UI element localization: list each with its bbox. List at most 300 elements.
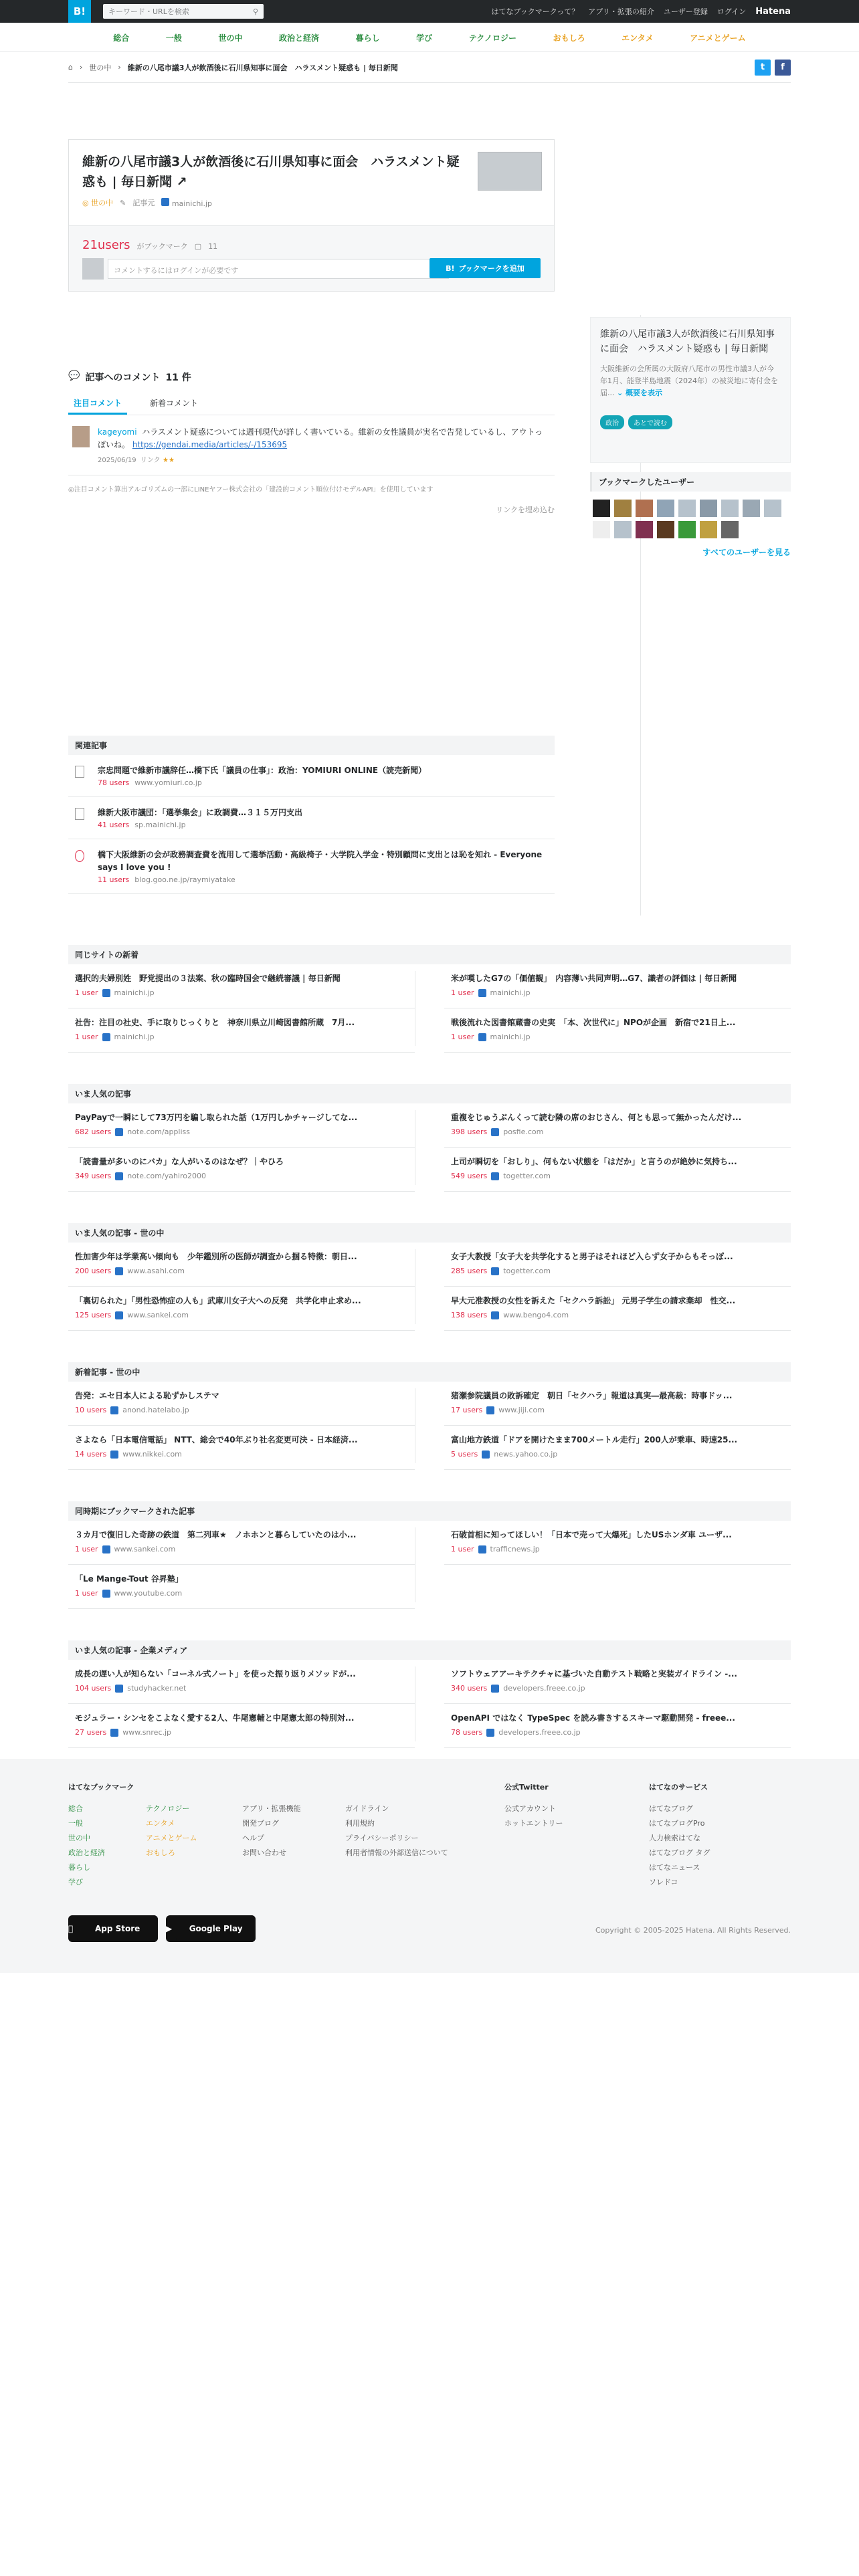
footer-link[interactable]: 公式アカウント <box>504 1804 556 1813</box>
users-count <box>82 238 217 252</box>
footer-link[interactable]: 人力検索はてな <box>649 1834 700 1842</box>
user-avatar[interactable] <box>657 500 674 517</box>
article-item[interactable] <box>444 1243 791 1287</box>
share-buttons <box>755 60 791 76</box>
footer-link[interactable]: テクノロジー <box>146 1804 190 1813</box>
tag-list <box>600 415 781 429</box>
nav-knowledge[interactable]: 学び <box>416 33 433 43</box>
favicon-icon <box>115 1311 123 1319</box>
entry-bookmark-area <box>69 225 554 291</box>
user-avatar[interactable] <box>614 521 632 538</box>
article-title[interactable]: 成長の遅い人が知らない「コーネル式ノート」を使った振り返りメソッドが... <box>75 1669 356 1679</box>
section-heading: 同じサイトの新着 <box>68 945 791 964</box>
article-meta <box>451 1267 784 1275</box>
article-item[interactable] <box>444 964 791 1008</box>
article-title[interactable]: 選択的夫婦別姓 野党提出の３法案、秋の臨時国会で継続審議 | 毎日新聞 <box>75 974 341 983</box>
entry-title[interactable] <box>82 152 470 192</box>
nav-fun[interactable]: おもしろ <box>553 33 585 43</box>
article-site[interactable]: mainichi.jp <box>114 1033 155 1041</box>
article-users[interactable]: 1 user <box>451 1545 474 1553</box>
comment-username[interactable]: kageyomi <box>98 427 137 437</box>
article-section <box>68 1362 791 1470</box>
favicon-icon <box>478 1545 486 1553</box>
apps-link[interactable]: アプリ・拡張の紹介 <box>588 7 654 16</box>
user-avatar[interactable] <box>657 521 674 538</box>
footer-link[interactable]: はてなブログ <box>649 1804 693 1813</box>
article-users[interactable]: 1 user <box>75 988 98 997</box>
category-nav <box>0 23 859 52</box>
footer-link[interactable]: 世の中 <box>68 1834 90 1842</box>
article-item[interactable] <box>444 1148 791 1192</box>
article-item[interactable] <box>444 1103 791 1148</box>
comment-item <box>68 415 555 475</box>
article-item[interactable] <box>68 1426 415 1470</box>
bookmark-users <box>590 472 791 558</box>
comment-input[interactable]: コメントするにはログインが必要です <box>108 259 449 279</box>
article-site[interactable]: developers.freee.co.jp <box>498 1728 581 1737</box>
article-section <box>68 1501 791 1609</box>
article-meta <box>75 1033 408 1041</box>
footer-link[interactable]: エンタメ <box>146 1819 175 1828</box>
comment-tabs <box>68 393 555 415</box>
article-item[interactable] <box>68 1382 415 1426</box>
user-avatar[interactable] <box>678 500 696 517</box>
favicon-icon <box>486 1729 494 1737</box>
article-users[interactable]: 1 user <box>75 1033 98 1041</box>
favicon-icon <box>115 1172 123 1180</box>
document-icon <box>75 766 84 778</box>
google-play-badge[interactable]: ▶ Google Play <box>166 1915 256 1942</box>
footer-link[interactable]: ガイドライン <box>345 1804 389 1813</box>
related-users: 41 users <box>98 821 130 829</box>
section-heading: いま人気の記事 - 世の中 <box>68 1223 791 1243</box>
top-links <box>491 6 791 17</box>
breadcrumb-separator: › <box>118 63 121 72</box>
related-item[interactable] <box>68 797 555 839</box>
article-site[interactable]: www.nikkei.com <box>122 1450 182 1459</box>
related-site: blog.goo.ne.jp/raymiyatake <box>134 875 235 884</box>
app-store-badges <box>68 1915 256 1942</box>
favicon-icon <box>491 1685 499 1693</box>
hatena-logo[interactable]: Hatena <box>755 6 791 17</box>
entry-category[interactable]: ◎ 世の中 <box>82 199 114 207</box>
footer-link[interactable]: 学び <box>68 1878 83 1887</box>
user-avatar[interactable] <box>614 500 632 517</box>
facebook-share-icon[interactable]: f <box>775 60 791 76</box>
article-item[interactable] <box>68 1008 415 1053</box>
article-users[interactable]: 1 user <box>75 1545 98 1553</box>
article-meta <box>75 1545 408 1553</box>
avatar <box>82 258 104 280</box>
embed-link[interactable]: リンクを埋め込む <box>496 506 555 514</box>
article-item[interactable] <box>68 1103 415 1148</box>
article-title[interactable]: 性加害少年は学業高い傾向も 少年鑑別所の医師が調査から掴る特徴：朝日... <box>75 1252 357 1261</box>
article-meta <box>75 1406 408 1414</box>
favicon-icon <box>102 989 110 997</box>
search-placeholder: キーワード・URLを検索 <box>108 7 189 16</box>
article-site[interactable]: trafficnews.jp <box>490 1545 540 1553</box>
nav-general[interactable]: 総合 <box>113 33 130 43</box>
footer-heading: はてなのサービス <box>649 1783 708 1792</box>
article-site[interactable]: mainichi.jp <box>490 1033 531 1041</box>
article-meta <box>75 1589 408 1598</box>
related-title[interactable]: 橋下大阪維新の会が政務調査費を流用して選挙活動・高級椅子・大学院入学金・特別顧問に支出とは恥を知れ - Everyone says I love you ! <box>98 850 543 872</box>
tag-icon: ✎ <box>120 198 126 207</box>
section-heading: 同時期にブックマークされた記事 <box>68 1501 791 1521</box>
article-title[interactable]: 重複をじゅうぶんくって読む隣の席のおじさん、何とも思って無かったんだけ... <box>451 1113 742 1122</box>
article-meta <box>451 1545 784 1553</box>
article-title[interactable]: 「Le Mange-Tout 谷昇塾」 <box>75 1574 183 1584</box>
tab-new-comments[interactable]: 新着コメント <box>150 399 199 408</box>
footer-link[interactable]: 暮らし <box>68 1863 90 1872</box>
speech-bubble-icon: 💬 <box>68 370 80 381</box>
article-title[interactable]: PayPayで一瞬にして73万円を騙し取られた話（1万円しかチャージしてな... <box>75 1113 358 1122</box>
login-link[interactable]: ログイン <box>717 7 747 16</box>
nav-game[interactable]: アニメとゲーム <box>690 33 746 43</box>
footer-link[interactable]: ヘルプ <box>242 1834 264 1842</box>
footer-link[interactable]: 一般 <box>68 1819 83 1828</box>
nav-it[interactable]: テクノロジー <box>468 33 517 43</box>
avatar[interactable] <box>72 426 90 447</box>
article-meta <box>75 1128 408 1136</box>
article-title[interactable]: 女子大教授「女子大を共学化すると男子はそれほど入らず女子からもそっぽ... <box>451 1252 733 1261</box>
favicon-icon <box>110 1406 118 1414</box>
article-users[interactable]: 549 users <box>451 1172 488 1180</box>
tab-popular-comments[interactable]: 注目コメント <box>68 393 127 415</box>
home-icon[interactable]: ⌂ <box>68 63 73 72</box>
article-users[interactable]: 1 user <box>451 988 474 997</box>
article-users[interactable]: 138 users <box>451 1311 488 1319</box>
related-item[interactable] <box>68 839 555 894</box>
article-item[interactable] <box>68 1148 415 1192</box>
article-title[interactable]: 上司が瞬切を「おしり」、何もない状態を「はだか」と言うのが絶妙に気持ち... <box>451 1157 737 1166</box>
entry-box <box>68 139 555 292</box>
article-item[interactable] <box>68 1704 415 1748</box>
footer-col-services <box>649 1780 769 1890</box>
article-meta <box>75 1728 408 1737</box>
footer-link[interactable]: 利用規約 <box>345 1819 375 1828</box>
user-avatar[interactable] <box>700 521 717 538</box>
breadcrumb <box>68 52 791 83</box>
user-avatar[interactable] <box>678 521 696 538</box>
article-site[interactable]: www.sankei.com <box>114 1545 176 1553</box>
article-title[interactable]: 早大元准教授の女性を訴えた「セクハラ訴訟」 元男子学生の請求棄却 性交... <box>451 1296 736 1305</box>
show-summary-link[interactable]: ⌄ 概要を表示 <box>617 389 663 397</box>
favicon-icon <box>486 1406 494 1414</box>
article-item[interactable] <box>444 1426 791 1470</box>
article-site[interactable]: posfie.com <box>503 1128 544 1136</box>
register-link[interactable]: ユーザー登録 <box>663 7 708 16</box>
article-users[interactable]: 5 users <box>451 1450 478 1459</box>
article-meta <box>451 1172 784 1180</box>
footer-link[interactable]: おもしろ <box>146 1848 175 1857</box>
article-meta <box>451 1128 784 1136</box>
comment-icon: ▢ <box>194 242 202 251</box>
footer <box>0 1759 859 1973</box>
article-users[interactable]: 1 user <box>451 1033 474 1041</box>
nav-entertainment[interactable]: エンタメ <box>622 33 654 43</box>
article-users[interactable]: 78 users <box>451 1728 483 1737</box>
user-avatar[interactable] <box>700 500 717 517</box>
entry-thumbnail[interactable] <box>478 152 542 191</box>
article-users[interactable]: 10 users <box>75 1406 107 1414</box>
copyright: Copyright © 2005-2025 Hatena. All Rights Reserved. <box>595 1926 791 1935</box>
article-title[interactable]: OpenAPI ではなく TypeSpec を読み書きするスキーマ駆動開発 - freee... <box>451 1713 735 1723</box>
comment-text: kageyomi ハラスメント疑惑については週刊現代が詳しく書いている。維新の女性議員が実名で告発しているし、アウトっぽいね。 https://gendai.media/articles/-/153695 <box>98 427 543 449</box>
footer-heading: 公式Twitter <box>504 1783 549 1792</box>
footer-col-apps <box>242 1780 345 1890</box>
article-title[interactable]: 猪瀬参院議員の敗訴確定 朝日「セクハラ」報道は真実―最高裁：時事ドッ... <box>451 1391 733 1400</box>
article-title[interactable]: 社告：注目の社史、手に取りじっくりと 神奈川県立川崎図書館所蔵 7月... <box>75 1018 355 1027</box>
article-users[interactable]: 200 users <box>75 1267 112 1275</box>
article-site[interactable]: togetter.com <box>503 1172 551 1180</box>
article-item[interactable] <box>68 1243 415 1287</box>
favicon-icon <box>102 1033 110 1041</box>
twitter-share-icon[interactable]: t <box>755 60 771 76</box>
favicon-icon <box>478 1033 486 1041</box>
sidebar <box>590 317 791 558</box>
footer-heading: はてなブックマーク <box>68 1783 134 1792</box>
footer-link[interactable]: はてなニュース <box>649 1863 700 1872</box>
favicon-icon <box>115 1128 123 1136</box>
comment-count: 11 <box>208 242 218 251</box>
article-site[interactable]: studyhacker.net <box>127 1684 187 1693</box>
article-item[interactable] <box>68 1521 415 1565</box>
bookmark-users-heading: ブックマークしたユーザー <box>590 472 791 492</box>
user-avatar[interactable] <box>743 500 760 517</box>
article-item[interactable] <box>68 1287 415 1331</box>
footer-link[interactable]: ホットエントリー <box>504 1819 563 1828</box>
article-title[interactable]: モジュラー・シンセをこよなく愛する2人、牛尾憲輔と中尾憲太郎の特別対... <box>75 1713 355 1723</box>
favicon-icon <box>491 1267 499 1275</box>
favicon-icon <box>115 1685 123 1693</box>
comment-box <box>82 258 449 280</box>
article-title[interactable]: 「読書量が多いのにバカ」な人がいるのはなぜ？｜やひろ <box>75 1157 284 1166</box>
users-number[interactable]: 21users <box>82 238 130 252</box>
document-icon <box>75 808 84 820</box>
favicon-icon <box>102 1545 110 1553</box>
about-link[interactable]: はてなブックマークって？ <box>491 7 579 16</box>
related-item[interactable] <box>68 755 555 797</box>
article-meta <box>451 1311 784 1319</box>
add-bookmark-button[interactable]: B! ブックマークを追加 <box>430 258 541 278</box>
source-link[interactable]: mainichi.jp <box>161 198 212 208</box>
article-site[interactable]: anond.hatelabo.jp <box>122 1406 189 1414</box>
article-users[interactable]: 14 users <box>75 1450 107 1459</box>
footer-link[interactable]: ソレドコ <box>649 1878 678 1887</box>
article-site[interactable]: developers.freee.co.jp <box>503 1684 585 1693</box>
user-avatar[interactable] <box>636 521 653 538</box>
article-meta <box>75 1172 408 1180</box>
article-meta <box>75 1450 408 1459</box>
see-all-users-link[interactable]: すべてのユーザーを見る <box>702 548 791 557</box>
footer-link[interactable]: 利用者情報の外部送信について <box>345 1848 448 1857</box>
article-item[interactable] <box>444 1660 791 1704</box>
bookmark-label: がブックマーク <box>136 242 188 251</box>
footer-col-categories <box>68 1780 146 1890</box>
article-title[interactable]: ソフトウェアアーキテクチャに基づいた自動テスト戦略と実装ガイドライン -... <box>451 1669 737 1679</box>
favicon-icon <box>102 1590 110 1598</box>
article-title[interactable]: 富山地方鉄道「ドアを開けたまま700メートル走行」200人が乗車、時速25... <box>451 1435 738 1444</box>
related-title[interactable]: 宗忠問題で維新市議辞任…橋下氏「議員の仕事」：政治：YOMIURI ONLINE（読売新聞） <box>98 766 427 775</box>
entry-meta <box>82 197 212 208</box>
article-users[interactable]: 285 users <box>451 1267 488 1275</box>
comment-date: 2025/06/19 リンク ★★ <box>98 457 175 464</box>
article-site[interactable]: togetter.com <box>503 1267 551 1275</box>
article-title[interactable]: 「裏切られた」「男性恐怖症の人も」武庫川女子大への反発 共学化申止求め... <box>75 1296 361 1305</box>
related-site: www.yomiuri.co.jp <box>134 778 202 787</box>
nav-social[interactable]: 世の中 <box>218 33 243 43</box>
related-title[interactable]: 維新大阪市議団：「選挙集会」に政調費…３１５万円支出 <box>98 808 303 817</box>
article-site[interactable]: www.youtube.com <box>114 1589 183 1598</box>
comments-heading: 💬 記事へのコメント 11 件 <box>68 370 191 383</box>
section-heading: いま人気の記事 <box>68 1084 791 1103</box>
favicon-icon <box>110 1451 118 1459</box>
article-meta <box>75 1267 408 1275</box>
footer-link[interactable]: プライバシーポリシー <box>345 1834 419 1842</box>
entry-title-text[interactable]: 維新の八尾市議3人が飲酒後に石川県知事に面会 ハラスメント疑惑も | 毎日新聞 <box>82 154 460 189</box>
article-meta <box>75 988 408 997</box>
top-bar <box>0 0 859 23</box>
nav-ippan[interactable]: 一般 <box>165 33 182 43</box>
article-meta <box>75 1311 408 1319</box>
breadcrumb-separator: › <box>79 63 83 72</box>
footer-link[interactable]: はてなブログPro <box>649 1819 705 1828</box>
user-avatar[interactable] <box>764 500 781 517</box>
article-title[interactable]: さよなら「日本電信電話」 NTT、総会で40年ぶり社名変更可決 - 日本経済... <box>75 1435 358 1444</box>
article-users[interactable]: 1 user <box>75 1589 98 1598</box>
breadcrumb-category[interactable]: 世の中 <box>89 63 112 72</box>
related-heading: 関連記事 <box>68 736 555 755</box>
favicon-icon <box>161 198 169 206</box>
sidebar-summary <box>590 317 791 463</box>
footer-link[interactable]: 開発ブログ <box>242 1819 279 1828</box>
article-item[interactable] <box>444 1521 791 1565</box>
favicon-icon <box>482 1451 490 1459</box>
section-heading: いま人気の記事 - 企業メディア <box>68 1640 791 1660</box>
article-item[interactable] <box>444 1704 791 1748</box>
favicon-icon <box>478 989 486 997</box>
article-site[interactable]: note.com/appliss <box>127 1128 190 1136</box>
article-title[interactable]: 石破首相に知ってほしい！「日本で売って大爆死」したUSホンダ車 ユーザ... <box>451 1530 732 1539</box>
article-site[interactable]: mainichi.jp <box>114 988 155 997</box>
article-users[interactable]: 104 users <box>75 1684 112 1693</box>
footer-col-twitter <box>504 1780 649 1890</box>
nav-economics[interactable]: 政治と経済 <box>279 33 320 43</box>
article-site[interactable]: www.sankei.com <box>127 1311 189 1319</box>
article-item[interactable] <box>444 1008 791 1053</box>
article-site[interactable]: news.yahoo.co.jp <box>494 1450 558 1459</box>
user-avatar[interactable] <box>636 500 653 517</box>
sidebar-summary-text: 大阪維新の会所属の大阪府八尾市の男性市議3人が今年1月、能登半島地震（2024年）の被災地に寄付金を届... ⌄ 概要を表示 <box>600 364 778 397</box>
favicon-icon <box>491 1311 499 1319</box>
article-title[interactable]: ３カ月で復旧した奇跡の鉄道 第二列車★ ノホホンと暮らしていたのは小... <box>75 1530 357 1539</box>
article-site[interactable]: www.jiji.com <box>498 1406 545 1414</box>
related-articles <box>68 736 555 894</box>
footer-link[interactable]: アニメとゲーム <box>146 1834 197 1842</box>
article-meta <box>451 1450 784 1459</box>
source-label: 記事元 <box>132 199 155 207</box>
search-icon[interactable]: ⚲ <box>252 7 258 16</box>
article-site[interactable]: www.asahi.com <box>127 1267 185 1275</box>
article-users[interactable]: 682 users <box>75 1128 112 1136</box>
article-users[interactable]: 125 users <box>75 1311 112 1319</box>
favicon-icon <box>110 1729 118 1737</box>
article-title[interactable]: 米が嘆したG7の「価値観」 内容薄い共同声明…G7、識者の評価は | 毎日新聞 <box>451 974 737 983</box>
article-meta <box>451 988 784 997</box>
article-title[interactable]: 告発：エセ日本人による恥ずかしステマ <box>75 1391 219 1400</box>
user-avatar[interactable] <box>593 521 610 538</box>
user-avatar[interactable] <box>593 500 610 517</box>
tag-item[interactable]: あとで読む <box>628 415 672 429</box>
article-meta <box>451 1033 784 1041</box>
article-site[interactable]: www.bengo4.com <box>503 1311 569 1319</box>
sidebar-title[interactable]: 維新の八尾市議3人が飲酒後に石川県知事に面会 ハラスメント疑惑も | 毎日新聞 <box>600 329 775 354</box>
related-users: 11 users <box>98 875 130 884</box>
article-section <box>68 1223 791 1331</box>
article-item[interactable] <box>68 1660 415 1704</box>
article-users[interactable]: 398 users <box>451 1128 488 1136</box>
nav-life[interactable]: 暮らし <box>355 33 380 43</box>
tag-item[interactable]: 政治 <box>600 415 624 429</box>
comments-section <box>68 370 555 515</box>
footer-col-categories2 <box>146 1780 242 1890</box>
article-site[interactable]: note.com/yahiro2000 <box>127 1172 206 1180</box>
goo-blog-icon <box>75 850 84 862</box>
article-section <box>68 1640 791 1748</box>
footer-link[interactable]: お問い合わせ <box>242 1848 286 1857</box>
article-section <box>68 945 791 1053</box>
article-users[interactable]: 340 users <box>451 1684 488 1693</box>
article-section <box>68 1084 791 1192</box>
article-users[interactable]: 349 users <box>75 1172 112 1180</box>
comment-link[interactable]: https://gendai.media/articles/-/153695 <box>132 440 288 449</box>
article-site[interactable]: www.snrec.jp <box>122 1728 172 1737</box>
user-avatar-list <box>590 492 791 542</box>
related-site: sp.mainichi.jp <box>134 821 186 829</box>
article-site[interactable]: mainichi.jp <box>490 988 531 997</box>
comment-algorithm-note: ◎注目コメント算出アルゴリズムの一部にLINEヤフー株式会社の「建設的コメント順位付けモデルAPI」を使用しています <box>68 486 434 494</box>
footer-link[interactable]: 総合 <box>68 1804 83 1813</box>
related-users: 78 users <box>98 778 130 787</box>
article-meta <box>451 1728 784 1737</box>
article-item[interactable] <box>68 1565 415 1609</box>
article-meta <box>451 1684 784 1693</box>
footer-link[interactable]: はてなブログ タグ <box>649 1848 710 1857</box>
footer-link[interactable]: アプリ・拡張機能 <box>242 1804 301 1813</box>
external-link-icon[interactable]: ↗ <box>176 175 187 189</box>
article-users[interactable]: 27 users <box>75 1728 107 1737</box>
footer-link[interactable]: 政治と経済 <box>68 1848 105 1857</box>
footer-col-legal <box>345 1780 504 1890</box>
user-avatar[interactable] <box>721 500 739 517</box>
favicon-icon <box>491 1172 499 1180</box>
section-heading: 新着記事 - 世の中 <box>68 1362 791 1382</box>
article-title[interactable]: 戦後流れた図書館蔵書の史実 「本、次世代に」NPOが企画 新宿で21日上... <box>451 1018 736 1027</box>
article-meta <box>75 1684 408 1693</box>
breadcrumb-title: 維新の八尾市議3人が飲酒後に石川県知事に面会 ハラスメント疑惑も | 毎日新聞 <box>127 63 398 72</box>
article-meta <box>451 1406 784 1414</box>
user-avatar[interactable] <box>721 521 739 538</box>
favicon-icon <box>491 1128 499 1136</box>
article-item[interactable] <box>444 1287 791 1331</box>
search-input[interactable] <box>103 4 264 19</box>
article-item[interactable] <box>68 964 415 1008</box>
app-store-badge[interactable]: App Store <box>68 1915 158 1942</box>
hatena-bookmark-logo[interactable]: B! <box>68 0 91 23</box>
article-users[interactable]: 17 users <box>451 1406 483 1414</box>
article-item[interactable] <box>444 1382 791 1426</box>
